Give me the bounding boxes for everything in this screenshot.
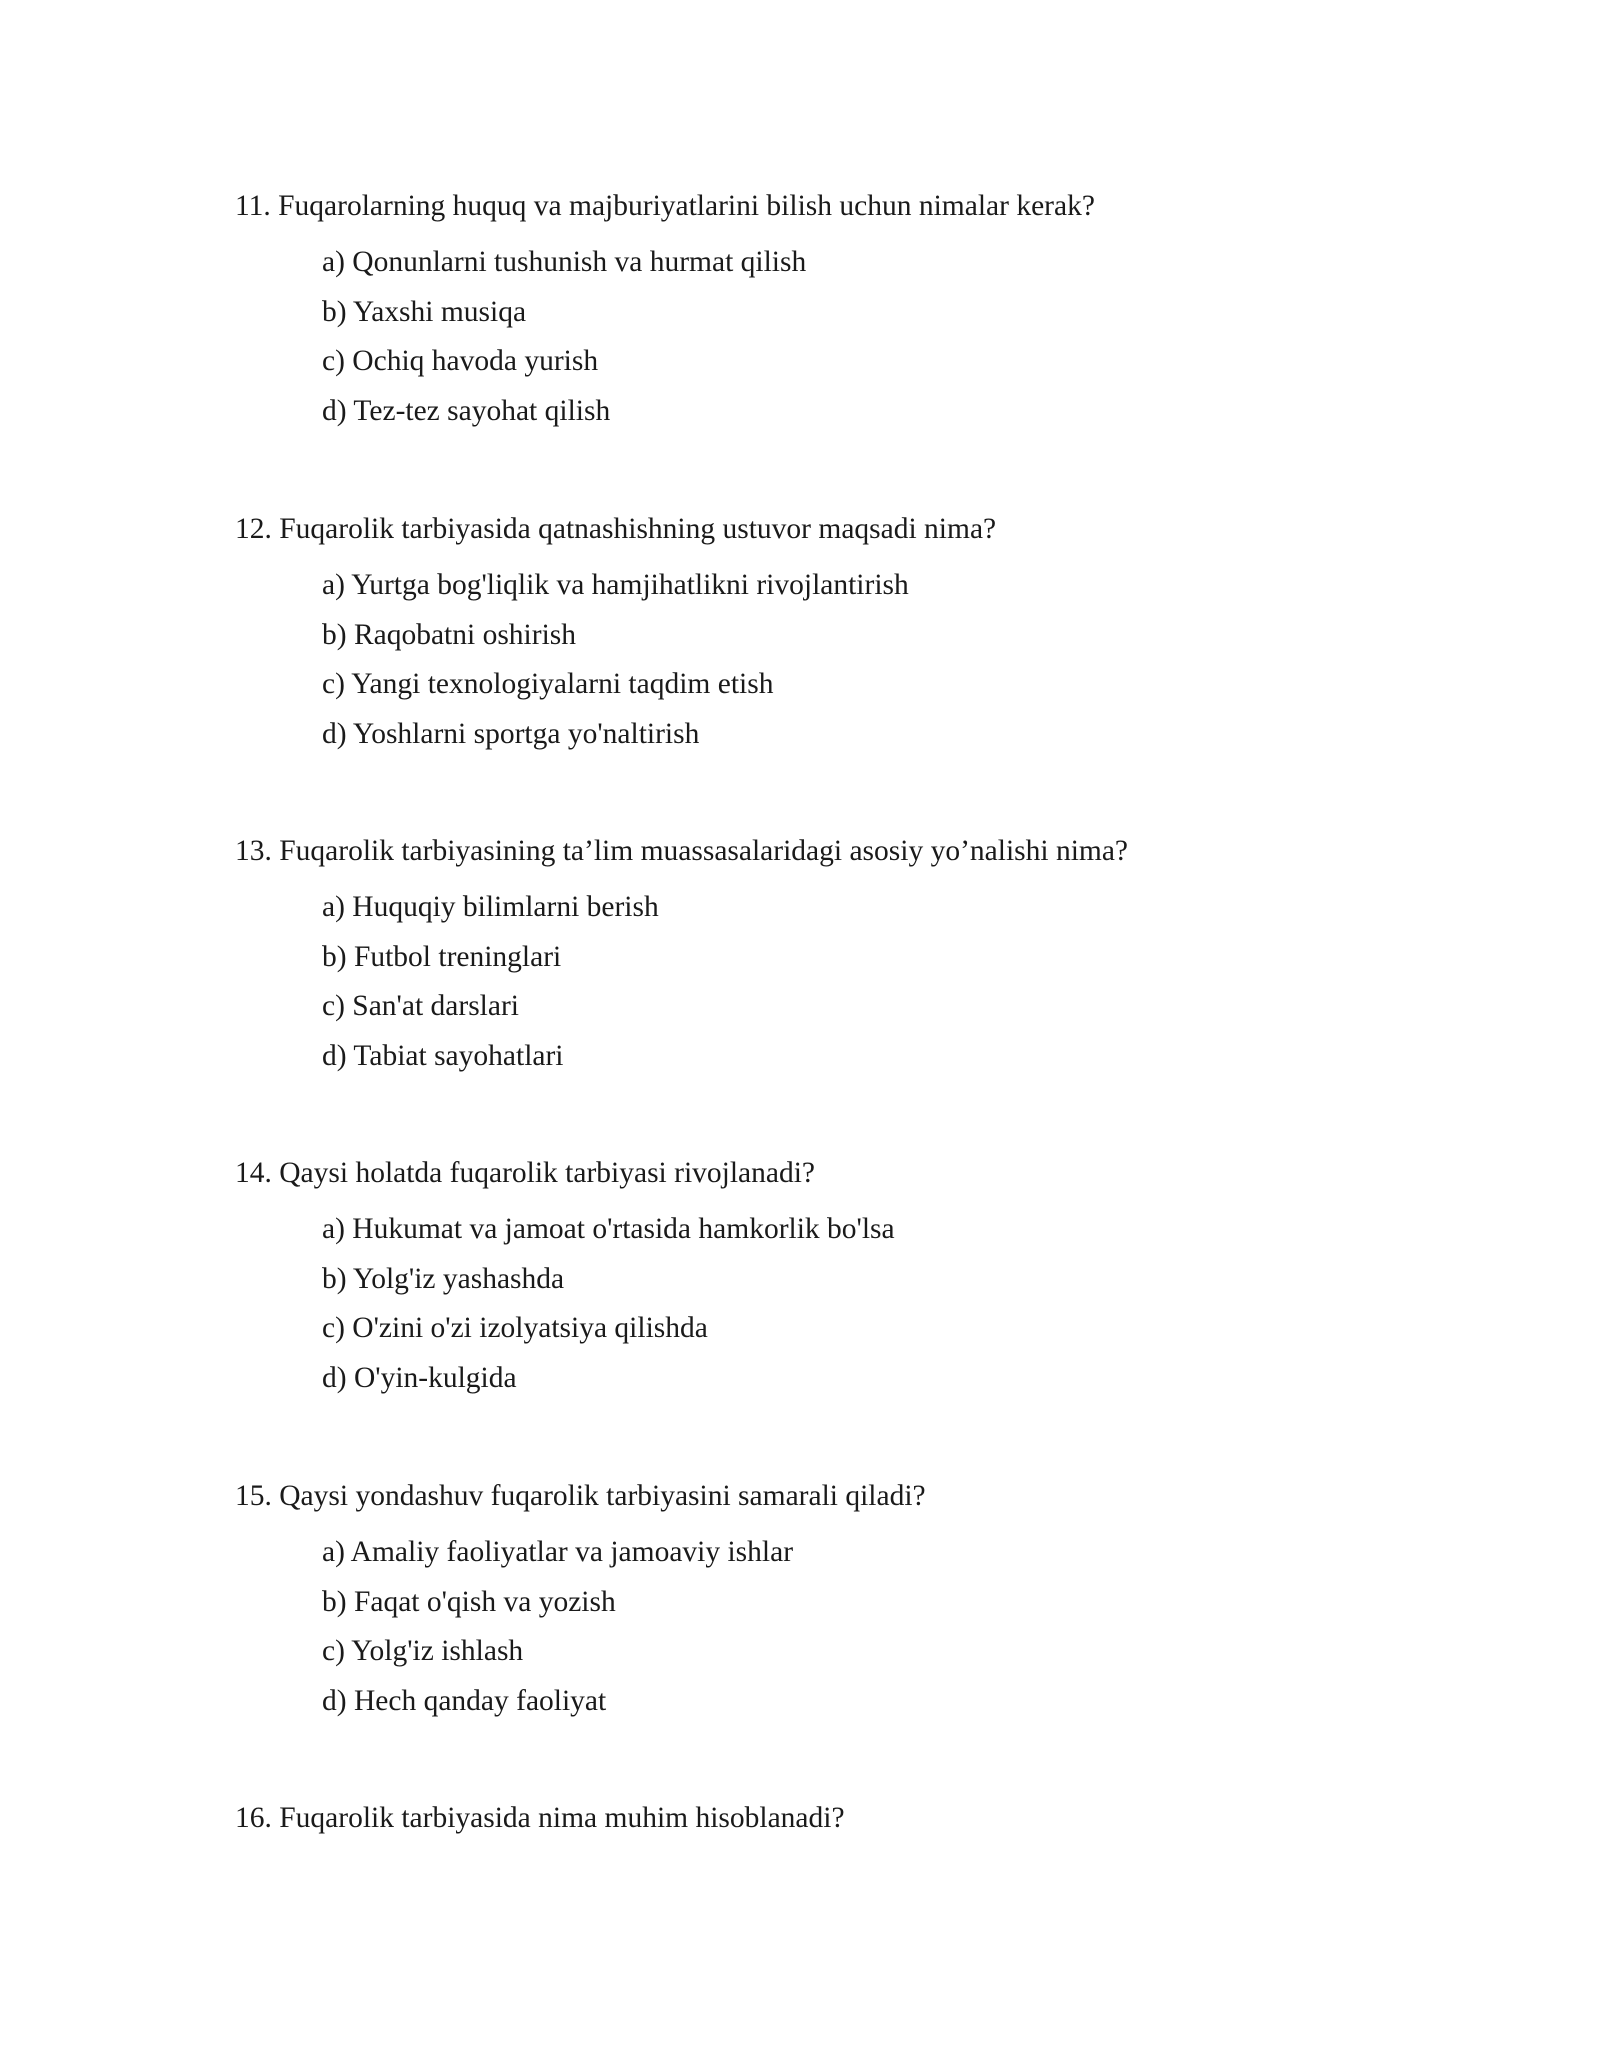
question-text: 11. Fuqarolarning huquq va majburiyatlarini bilish uchun nimalar kerak? [235, 190, 1095, 222]
answer-options [322, 567, 1485, 765]
option-a: a) Amaliy faoliyatlar va jamoaviy ishlar [322, 1536, 794, 1568]
option-d: d) Tez-tez sayohat qilish [322, 394, 611, 427]
question-12 [235, 511, 1485, 765]
option-c: c) O'zini o'zi izolyatsiya qilishda [322, 1312, 708, 1344]
option-d: d) Tabiat sayohatlari [322, 1039, 564, 1072]
option-b: b) Raqobatni oshirish [322, 618, 577, 651]
question-text: 14. Qaysi holatda fuqarolik tarbiyasi rivojlanadi? [235, 1157, 816, 1189]
option-b: b) Yaxshi musiqa [322, 295, 527, 328]
option-a: a) Yurtga bog'liqlik va hamjihatlikni rivojlantirish [322, 569, 909, 601]
question-text: 12. Fuqarolik tarbiyasida qatnashishning ustuvor maqsadi nima? [235, 513, 997, 545]
answer-options [322, 889, 1485, 1087]
answer-options [322, 244, 1485, 442]
option-c: c) Yolg'iz ishlash [322, 1635, 524, 1667]
question-14 [235, 1155, 1485, 1409]
option-a: a) Qonunlarni tushunish va hurmat qilish [322, 246, 807, 278]
option-b: b) Yolg'iz yashashda [322, 1262, 565, 1295]
option-a: a) Huquqiy bilimlarni berish [322, 891, 659, 923]
option-a: a) Hukumat va jamoat o'rtasida hamkorlik bo'lsa [322, 1213, 895, 1245]
answer-options [322, 1534, 1485, 1732]
question-text: 13. Fuqarolik tarbiyasining ta’lim muassasalaridagi asosiy yo’nalishi nima? [235, 835, 1129, 867]
question-13 [235, 833, 1485, 1087]
option-d: d) O'yin-kulgida [322, 1361, 517, 1394]
option-d: d) Yoshlarni sportga yo'naltirish [322, 717, 700, 750]
option-c: c) San'at darslari [322, 990, 519, 1022]
option-b: b) Faqat o'qish va yozish [322, 1585, 616, 1618]
question-16 [235, 1800, 1485, 1836]
option-c: c) Ochiq havoda yurish [322, 345, 599, 377]
answer-options [322, 1211, 1485, 1409]
option-b: b) Futbol treninglari [322, 940, 562, 973]
question-text: 16. Fuqarolik tarbiyasida nima muhim hisoblanadi? [235, 1802, 845, 1834]
question-15 [235, 1478, 1485, 1732]
question-text: 15. Qaysi yondashuv fuqarolik tarbiyasini samarali qiladi? [235, 1480, 926, 1512]
option-d: d) Hech qanday faoliyat [322, 1684, 607, 1717]
option-c: c) Yangi texnologiyalarni taqdim etish [322, 668, 774, 700]
question-11 [235, 188, 1485, 442]
